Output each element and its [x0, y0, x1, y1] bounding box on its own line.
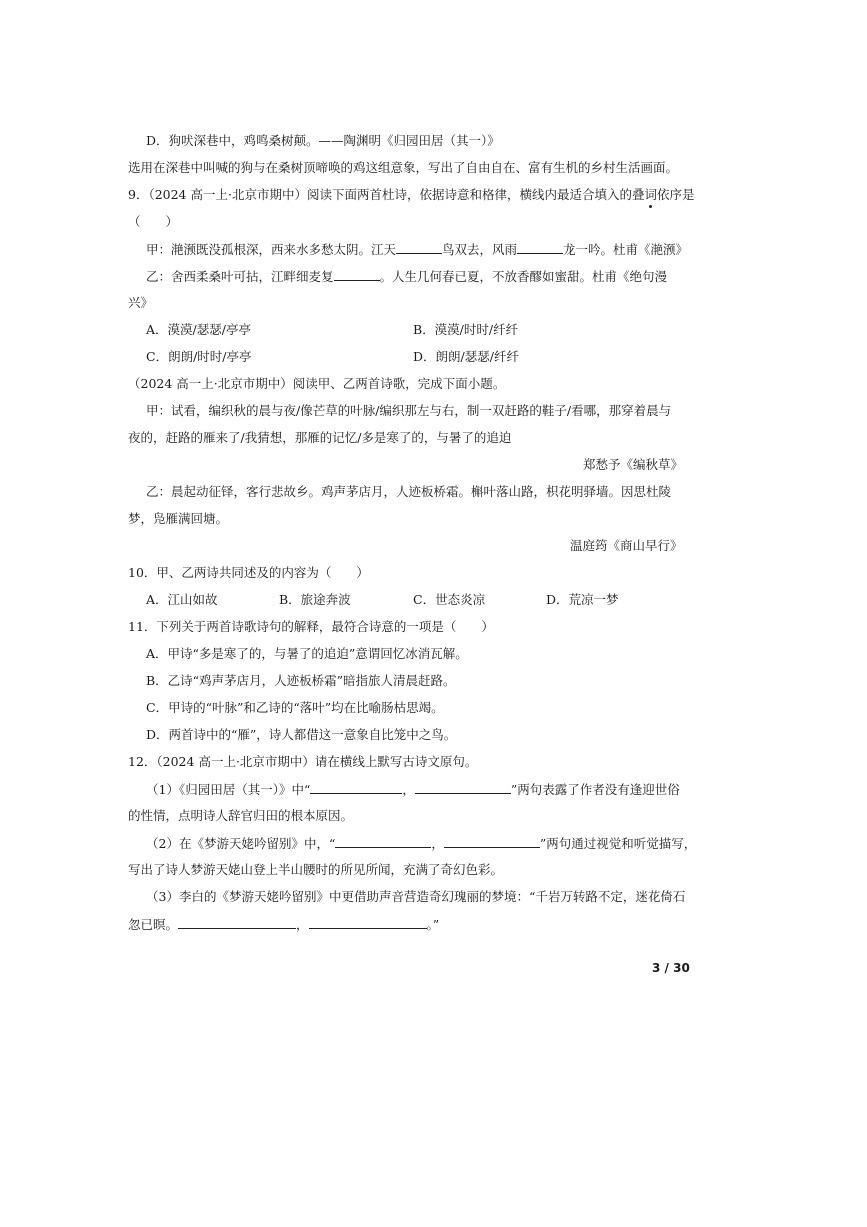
answer-blank: [178, 915, 296, 929]
answer-blank: [517, 240, 563, 254]
question-9-option-c: C．朗朗/时时/亭亭: [146, 349, 252, 364]
answer-blank: [334, 267, 380, 281]
question-9-option-d: D．朗朗/瑟瑟/纤纤: [413, 349, 519, 364]
question-10-stem: 10．甲、乙两诗共同述及的内容为（ ）: [128, 565, 369, 580]
answer-blank: [309, 915, 427, 929]
question-12-stem: 12．（2024 高一上·北京市期中）请在横线上默写古诗文原句。: [128, 754, 478, 769]
question-12-part-3-cont: 忽已暝。 ， 。”: [128, 917, 440, 932]
poem-yi-line-end: 兴》: [128, 295, 154, 310]
question-11-option-d: D．两首诗中的“雁”，诗人都借这一意象自比笼中之鸟。: [146, 727, 457, 742]
question-10-option-c: C．世态炎凉: [413, 592, 486, 607]
poem-1-attribution: 郑愁予《编秋草》: [583, 457, 684, 472]
question-9-paren: （ ）: [128, 214, 179, 229]
question-12-part-2: （2）在《梦游天姥吟留别》中，“ ， ”两句通过视觉和听觉描写，: [146, 836, 697, 851]
question-11-stem: 11．下列关于两首诗歌诗句的解释，最符合诗意的一项是（ ）: [128, 619, 494, 634]
emphasized-character: 词: [644, 187, 657, 202]
question-12-part-1: （1）《归园田居（其一）》中“ ， ”两句表露了作者没有逢迎世俗: [146, 782, 680, 797]
question-9-stem: 9．（2024 高一上·北京市期中）阅读下面两首杜诗，依据诗意和格律，横线内最适合填入的叠词 依序是: [128, 186, 695, 204]
question-10-option-a: A．江山如故: [146, 592, 218, 607]
question-10-option-b: B．旅途奔波: [279, 592, 351, 607]
answer-blank: [335, 834, 431, 848]
reading-intro: （2024 高一上·北京市期中）阅读甲、乙两首诗歌，完成下面小题。: [128, 376, 506, 391]
question-9-option-a: A．漠漠/瑟瑟/亭亭: [146, 322, 251, 337]
answer-blank: [310, 780, 402, 794]
poem-2-attribution: 温庭筠《商山早行》: [570, 538, 683, 553]
question-11-option-b: B．乙诗“鸡声茅店月，人迹板桥霜”暗指旅人清晨赶路。: [146, 673, 456, 688]
poem-2-line: 乙：晨起动征铎，客行悲故乡。鸡声茅店月，人迹板桥霜。槲叶落山路，枳花明驿墙。因思杜陵: [146, 484, 672, 499]
question-12-part-2-cont: 写出了诗人梦游天姥山登上半山腰时的所见所闻，充满了奇幻色彩。: [128, 862, 504, 877]
poem-2-line: 梦，凫雁满回塘。: [128, 511, 229, 526]
option-d-line: D．狗吠深巷中，鸡鸣桑树颠。——陶渊明《归园田居（其一）》: [146, 133, 500, 148]
question-11-option-a: A．甲诗“多是寒了的，与暑了的追迫”意谓回忆冰消瓦解。: [146, 646, 468, 661]
answer-blank: [415, 780, 511, 794]
question-12-part-3: （3）李白的《梦游天姥吟留别》中更借助声音营造奇幻瑰丽的梦境：“千岩万转路不定，迷花倚石: [146, 889, 686, 904]
answer-blank: [444, 834, 540, 848]
question-9-option-b: B．漠漠/时时/纤纤: [413, 322, 519, 337]
question-10-option-d: D．荒凉一梦: [546, 592, 619, 607]
page-number: 3 / 30: [652, 961, 690, 975]
answer-blank: [396, 240, 442, 254]
explanation-line: 选用在深巷中叫喊的狗与在桑树顶啼唤的鸡这组意象，写出了自由自在、富有生机的乡村生活画面。: [128, 160, 679, 175]
poem-yi-line: 乙：舍西柔桑叶可拈，江畔细麦复 。人生几何春已夏，不放香醪如蜜甜。杜甫《绝句漫: [146, 269, 668, 284]
poem-1-line: 夜的，赶路的雁来了/我猜想，那雁的记忆/多是寒了的，与暑了的追迫: [128, 430, 512, 445]
question-11-option-c: C．甲诗的“叶脉”和乙诗的“落叶”均在比喻肠枯思竭。: [146, 700, 444, 715]
question-12-part-1-cont: 的性情，点明诗人辞官归田的根本原因。: [128, 808, 354, 823]
poem-1-line: 甲：试看，编织秋的晨与夜/像芒草的叶脉/编织那左与右，制一双赶路的鞋子/看哪，那穿着晨与: [146, 403, 672, 418]
poem-jia-line: 甲：滟滪既没孤根深，西来水多愁太阴。江天 鸟双去，风雨 龙一吟。杜甫《滟滪》: [146, 242, 689, 257]
